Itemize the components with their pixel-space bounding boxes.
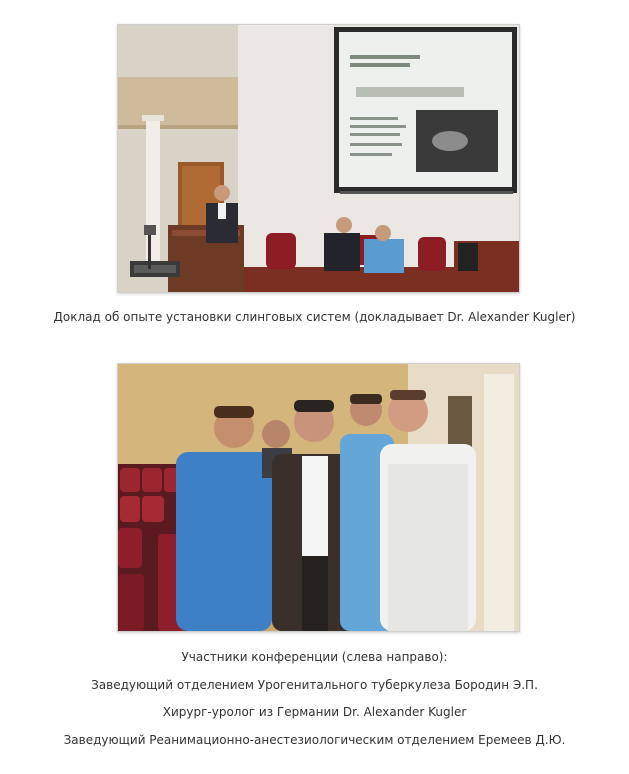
participant-caption-line: Заведующий отделением Урогенитального туберкулеза Бородин Э.П. [91,678,538,692]
presentation-photo-image [118,25,519,292]
participants-photo [117,363,520,632]
participant-caption-line: Заведующий Реанимационно-анестезиологическим отделением Еремеев Д.Ю. [63,733,566,747]
participants-photo-image [118,364,519,631]
participant-caption-line: Хирург-уролог из Германии Dr. Alexander Kugler [162,705,467,719]
presentation-caption: Доклад об опыте установки слинговых систем (докладывает Dr. Alexander Kugler) [53,310,576,324]
presentation-photo [117,24,520,293]
participants-caption-title: Участники конференции (слева направо): [181,650,448,664]
